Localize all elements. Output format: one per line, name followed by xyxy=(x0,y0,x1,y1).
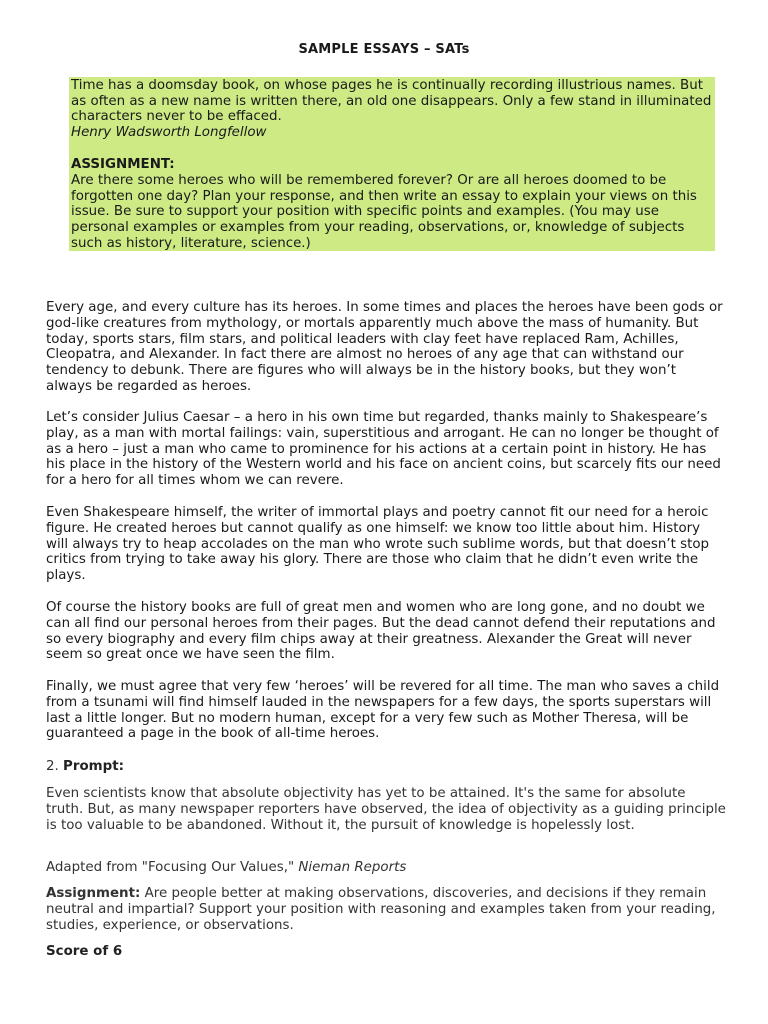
essay-paragraph: Every age, and every culture has its heroes. In some times and places the heroes have been gods or god-like creatures from mythology, or mortals apparently much above the mass of humanity. But today, sports stars, film stars, and political leaders with clay feet have replaced Ram, Achilles, Cleopatra, and Alexander. In fact there are almost no heroes of any age that can withstand our tendency to debunk. There are figures who will always be in the history books, but they won’t always be regarded as heroes. xyxy=(46,300,723,394)
essay-paragraph: Even Shakespeare himself, the writer of immortal plays and poetry cannot fit our need for a heroic figure. He created heroes but cannot qualify as one himself: we know too little about him. History will always try to heap accolades on the man who wrote such sublime words, but that doesn’t stop critics from trying to take away his glory. There are those who claim that he didn’t even write the plays. xyxy=(46,505,710,584)
source-title: Nieman Reports xyxy=(298,860,407,875)
prompt2-assignment xyxy=(46,886,726,933)
quote-author: Henry Wadsworth Longfellow xyxy=(71,125,267,140)
assignment-heading: ASSIGNMENT: xyxy=(71,157,175,172)
prompt2-source xyxy=(46,860,726,876)
score-label: Score of 6 xyxy=(46,944,123,959)
assignment2-label: Assignment: xyxy=(46,886,141,901)
essay-paragraph: Finally, we must agree that very few ‘heroes’ will be revered for all time. The man who saves a child from a tsunami will find himself lauded in the newspapers for a few days, the sports superstars will last a little longer. But no modern human, except for a very few such as Mother Theresa, will be guaranteed a page in the book of all-time heroes. xyxy=(46,679,720,742)
prompt2-body: Even scientists know that absolute objectivity has yet to be attained. It's the same for absolute truth. But, as many newspaper reporters have observed, the idea of objectivity as a guiding principle is too valuable to be abandoned. Without it, the pursuit of knowledge is hopelessly lost. xyxy=(46,786,726,833)
prompt2-heading xyxy=(46,759,726,775)
essay-paragraph: Let’s consider Julius Caesar – a hero in his own time but regarded, thanks mainly to Shakespeare’s play, as a man with mortal failings: vain, superstitious and arrogant. He can no longer be thought of as a hero – just a man who came to prominence for his actions at a certain point in history. He has his place in the history of the Western world and his face on ancient coins, but scarcely fits our need for a hero for all times whom we can revere. xyxy=(46,410,721,489)
prompt2-label: Prompt: xyxy=(63,759,124,774)
assignment-text: Are there some heroes who will be remembered forever? Or are all heroes doomed to be forgotten one day? Plan your response, and then write an essay to explain your views on this issue. Be sure to support your position with specific points and examples. (You may use personal examples or examples from your reading, observations, or, knowledge of subjects such as history, literature, science.) xyxy=(71,173,697,251)
assignment2-text: Are people better at making observations, discoveries, and decisions if they remain neutral and impartial? Support your position with reasoning and examples taken from your reading, studies, experience, or observations. xyxy=(46,886,716,933)
adapted-prefix: Adapted from "Focusing Our Values," xyxy=(46,860,299,875)
page-title: SAMPLE ESSAYS – SATs xyxy=(298,42,470,57)
prompt2-number: 2. xyxy=(46,759,59,774)
essay-paragraph: Of course the history books are full of great men and women who are long gone, and no doubt we can all find our personal heroes from their pages. But the dead cannot defend their reputations and so every biography and every film chips away at their greatness. Alexander the Great will never seem so great once we have seen the film. xyxy=(46,600,716,663)
prompt-quote: Time has a doomsday book, on whose pages he is continually recording illustrious names. But as often as a new name is written there, an old one disappears. Only a few stand in illuminated characters never to be effaced. xyxy=(71,78,712,125)
